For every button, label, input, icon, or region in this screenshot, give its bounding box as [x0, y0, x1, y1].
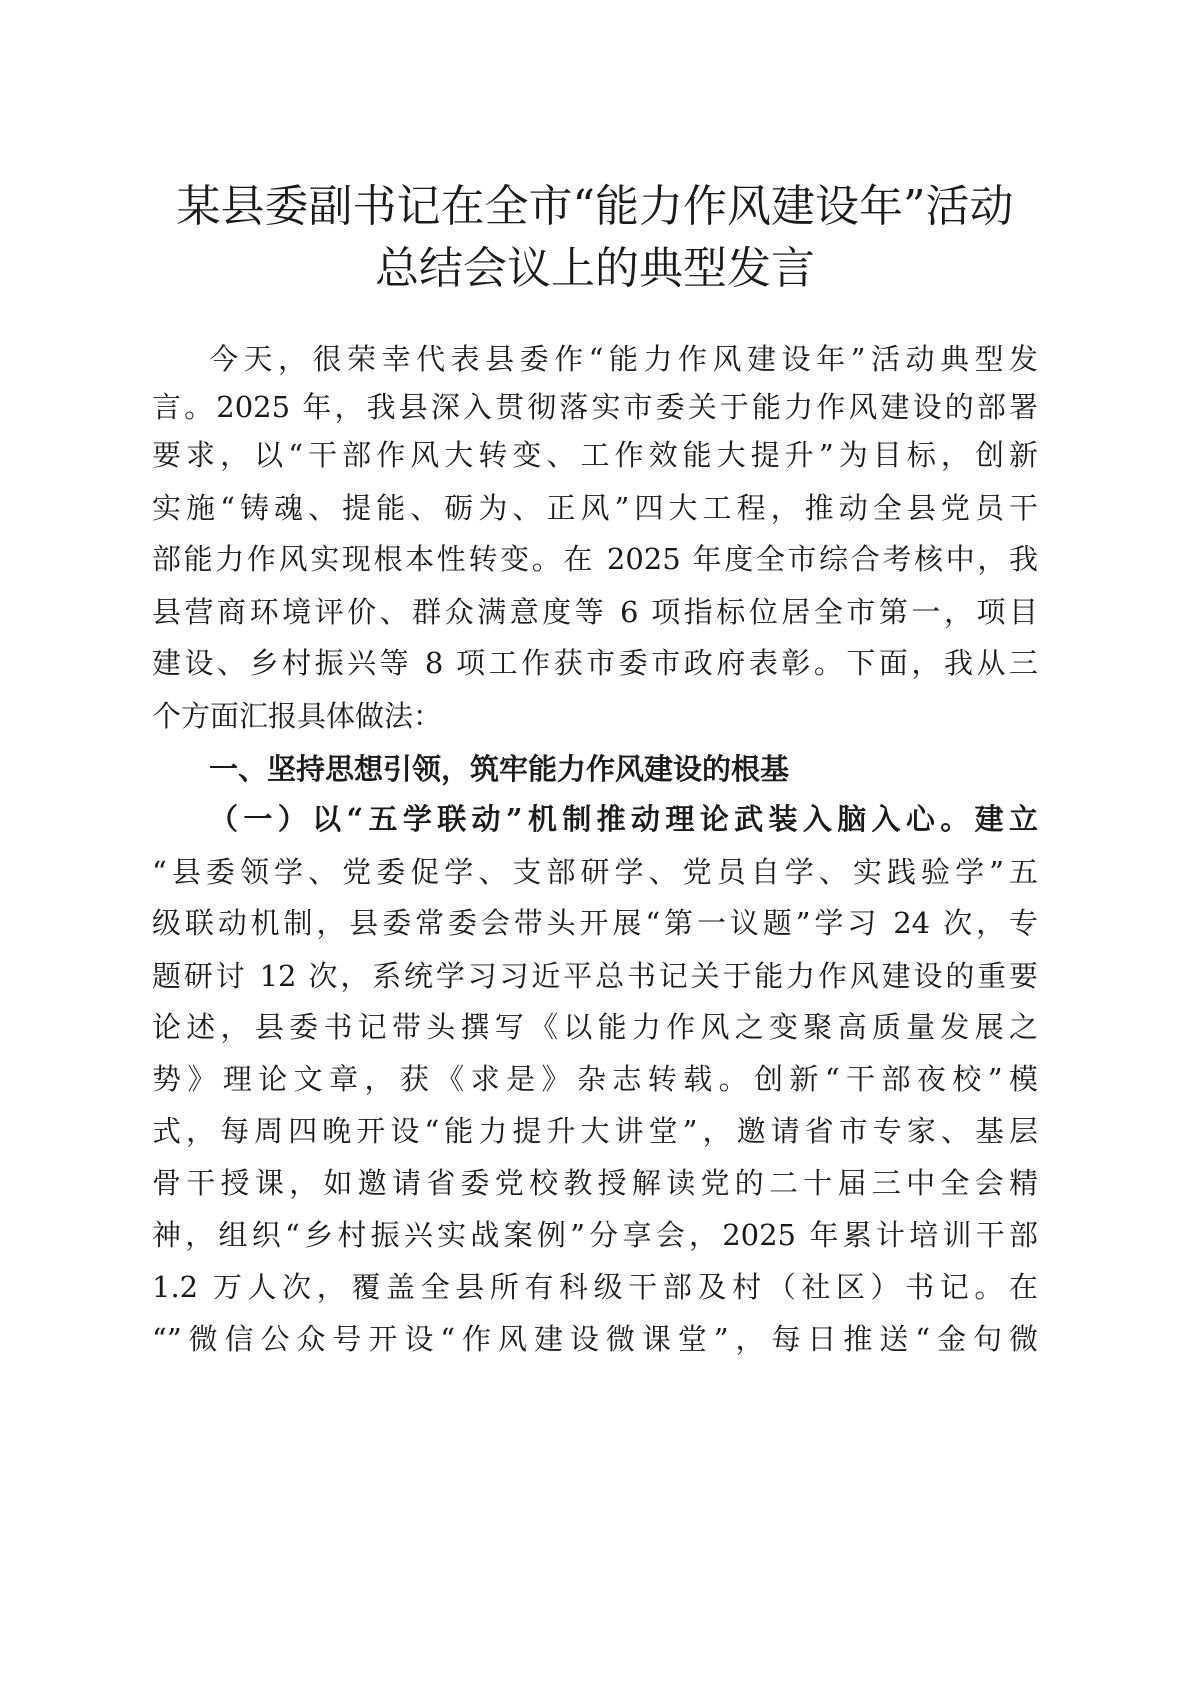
body-line: 论述，县委书记带头撰写《以能力作风之变聚高质量发展之 — [152, 1010, 1038, 1044]
body-line: （一）以“五学联动”机制推动理论武装入脑入心。建立 — [209, 802, 1038, 836]
document-title-line-1: 某县委副书记在全市“能力作风建设年”活动 — [176, 181, 1014, 232]
body-line: 实施“铸魂、提能、砺为、正风”四大工程，推动全县党员干 — [152, 491, 1038, 525]
body-line: 级联动机制，县委常委会带头开展“第一议题”学习 24 次，专 — [152, 906, 1038, 940]
body-line: 骨干授课，如邀请省委党校教授解读党的二十届三中全会精 — [152, 1166, 1038, 1200]
body-line: 题研讨 12 次，系统学习习近平总书记关于能力作风建设的重要 — [152, 959, 1038, 993]
body-line: 神，组织“乡村振兴实战案例”分享会，2025 年累计培训干部 — [152, 1218, 1038, 1252]
document-title-line-2: 总结会议上的典型发言 — [375, 243, 815, 294]
body-line: 县营商环境评价、群众满意度等 6 项指标位居全市第一，项目 — [152, 595, 1038, 629]
body-line: “”微信公众号开设“作风建设微课堂”，每日推送“金句微 — [152, 1322, 1038, 1356]
body-line: 要求，以“干部作风大转变、工作效能大提升”为目标，创新 — [152, 438, 1038, 472]
body-line: 个方面汇报具体做法： — [152, 699, 443, 733]
body-line: 式，每周四晚开设“能力提升大讲堂”，邀请省市专家、基层 — [152, 1114, 1038, 1148]
body-line: 言。2025 年，我县深入贯彻落实市委关于能力作风建设的部署 — [152, 390, 1038, 424]
section-heading: 一、坚持思想引领，筑牢能力作风建设的根基 — [209, 752, 790, 786]
body-line: 部能力作风实现根本性转变。在 2025 年度全市综合考核中，我 — [152, 542, 1038, 576]
body-line: 势》理论文章，获《求是》杂志转载。创新“干部夜校”模 — [152, 1062, 1038, 1096]
body-line: 今天，很荣幸代表县委作“能力作风建设年”活动典型发 — [209, 342, 1038, 376]
body-line: 1.2 万人次，覆盖全县所有科级干部及村（社区）书记。在 — [152, 1270, 1038, 1304]
body-line: “县委领学、党委促学、支部研学、党员自学、实践验学”五 — [152, 855, 1038, 889]
body-line: 建设、乡村振兴等 8 项工作获市委市政府表彰。下面，我从三 — [152, 646, 1038, 680]
